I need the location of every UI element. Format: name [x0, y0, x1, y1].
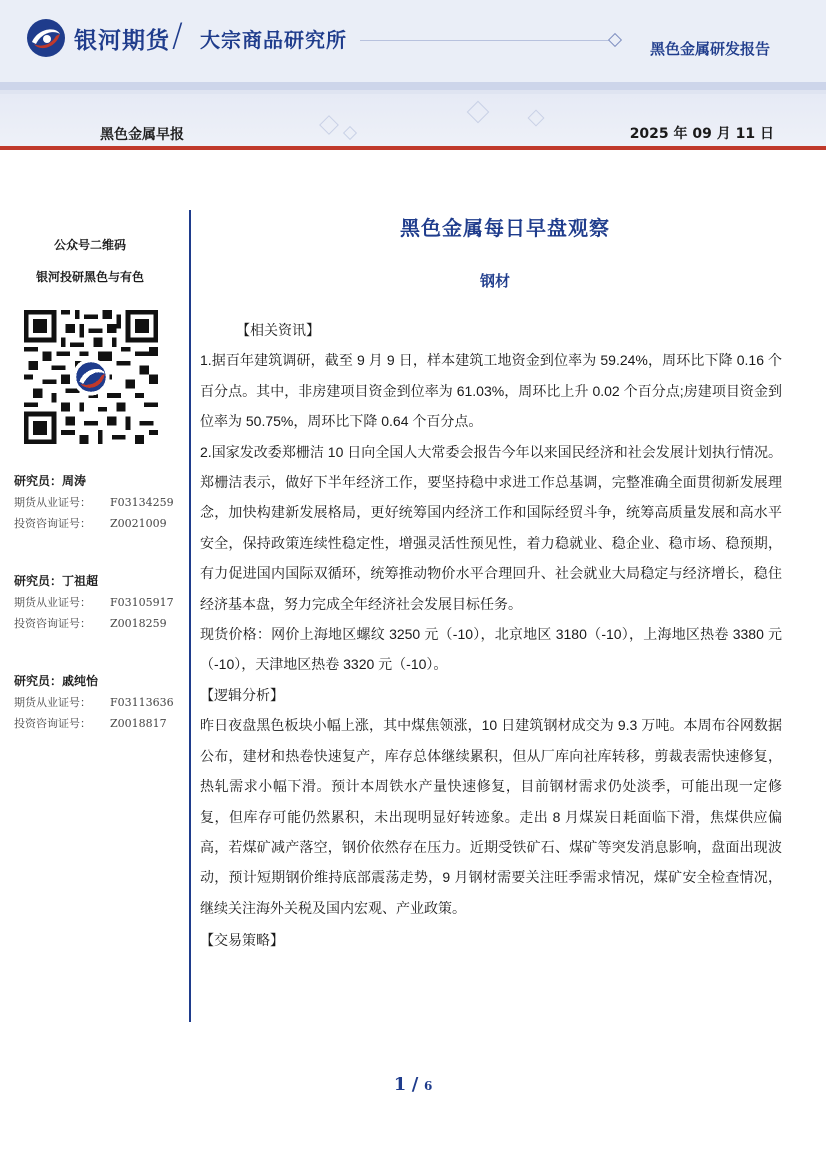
- galaxy-logo-icon: [26, 18, 66, 58]
- analyst-name: 研究员：周涛: [14, 474, 87, 488]
- analyst-card: [14, 672, 174, 736]
- futures-license-label: 期货从业证号：: [14, 696, 91, 709]
- page-separator: /: [411, 1074, 419, 1095]
- header-diamond-icon: [608, 33, 622, 47]
- brief-name: 黑色金属早报: [100, 127, 184, 143]
- report-date: 2025 年 09 月 11 日: [629, 126, 774, 142]
- invest-license-label: 投资咨询证号：: [14, 617, 91, 630]
- analyst-name: 研究员：丁祖超: [14, 574, 99, 588]
- invest-license-id: Z0021009: [110, 517, 167, 530]
- invest-license: [14, 515, 174, 536]
- spot-price-paragraph: 现货价格：网价上海地区螺纹 3250 元（-10），北京地区 3180（-10），上海地区热卷 3380 元（-10），天津地区热卷 3320 元（-10）。: [200, 626, 782, 673]
- futures-license: [14, 694, 174, 715]
- futures-license-id: F03105917: [110, 596, 174, 609]
- futures-license-id: F03134259: [110, 496, 174, 509]
- page-current: 1: [393, 1074, 407, 1095]
- news-paragraph-1: 1.据百年建筑调研，截至 9 月 9 日，样本建筑工地资金到位率为 59.24%，周环比下降 0.16 个百分点。其中，非房建项目资金到位率为 61.03%，周环比上升 0.02 个百分点;房建项目资金到位率为 50.75%，周环比下降 0.64 个百分点。: [200, 352, 782, 430]
- futures-license: [14, 494, 174, 515]
- invest-license: [14, 615, 174, 636]
- header-rule: [360, 40, 610, 41]
- header-red-rule: [0, 146, 826, 150]
- report-header: [0, 0, 826, 150]
- futures-license-id: F03113636: [110, 696, 174, 709]
- invest-license-id: Z0018817: [110, 717, 167, 730]
- page-title: 黑色金属每日早盘观察: [400, 216, 610, 240]
- section-subtitle: 钢材: [479, 272, 510, 290]
- invest-license-label: 投资咨询证号：: [14, 517, 91, 530]
- section-heading-logic: 【逻辑分析】: [200, 686, 284, 703]
- analyst-card: [14, 572, 174, 636]
- sidebar-divider: [189, 210, 191, 1022]
- analyst-name: 研究员：戚纯怡: [14, 674, 99, 688]
- report-type: 黑色金属研发报告: [649, 40, 770, 58]
- section-heading-news: 【相关资讯】: [236, 322, 320, 338]
- qr-code-icon: [24, 310, 158, 444]
- institute-name: 大宗商品研究所: [200, 28, 347, 52]
- analyst-card: [14, 472, 174, 536]
- news-paragraph-2: 2.国家发改委郑栅洁 10 日向全国人大常委会报告今年以来国民经济和社会发展计划执行情况。郑栅洁表示，做好下半年经济工作，要坚持稳中求进工作总基调，完整准确全面贯彻新发展理念，加快构建新发展格局，更好统筹国内经济工作和国际经贸斗争，统筹高质量发展和高水平安全，保持政策连续性稳定性，增强灵活性预见性，着力稳就业、稳企业、稳市场、稳预期，有力促进国内国际双循环，统筹推动物价水平合理回升、社会就业大局稳定与经济增长，稳住经济基本盘，努力完成全年经济社会发展目标任务。: [200, 443, 782, 612]
- header-band: [0, 82, 826, 90]
- page-number: [0, 1074, 826, 1095]
- qr-caption-account: 银河投研黑色与有色: [35, 270, 144, 284]
- company-name: 银河期货: [74, 28, 170, 54]
- invest-license-label: 投资咨询证号：: [14, 717, 91, 730]
- page-total: 6: [423, 1079, 433, 1093]
- futures-license-label: 期货从业证号：: [14, 496, 91, 509]
- invest-license: [14, 715, 174, 736]
- invest-license-id: Z0018259: [110, 617, 167, 630]
- qr-caption: 公众号二维码: [53, 238, 126, 252]
- futures-license: [14, 594, 174, 615]
- section-heading-strategy: 【交易策略】: [200, 932, 284, 949]
- logo-slash: /: [172, 16, 183, 54]
- report-body: [200, 315, 782, 956]
- futures-license-label: 期货从业证号：: [14, 596, 91, 609]
- logic-paragraph: 昨日夜盘黑色板块小幅上涨，其中煤焦领涨，10 日建筑钢材成交为 9.3 万吨。本周布谷网数据公布，建材和热卷快速复产，库存总体继续累积，但从厂库向社库转移，剪裁表需快速修复，热轧需求小幅下滑。预计本周铁水产量快速修复，目前钢材需求仍处淡季，可能出现一定修复，但库存可能仍然累积，未出现明显好转迹象。走出 8 月煤炭日耗面临下滑，焦煤供应偏高，若煤矿减产落空，钢价依然存在压力。近期受铁矿石、煤矿等突发消息影响，盘面出现波动，预计短期钢价维持底部震荡走势，9 月钢材需要关注旺季需求情况，煤矿安全检查情况，继续关注海外关税及国内宏观、产业政策。: [200, 717, 782, 916]
